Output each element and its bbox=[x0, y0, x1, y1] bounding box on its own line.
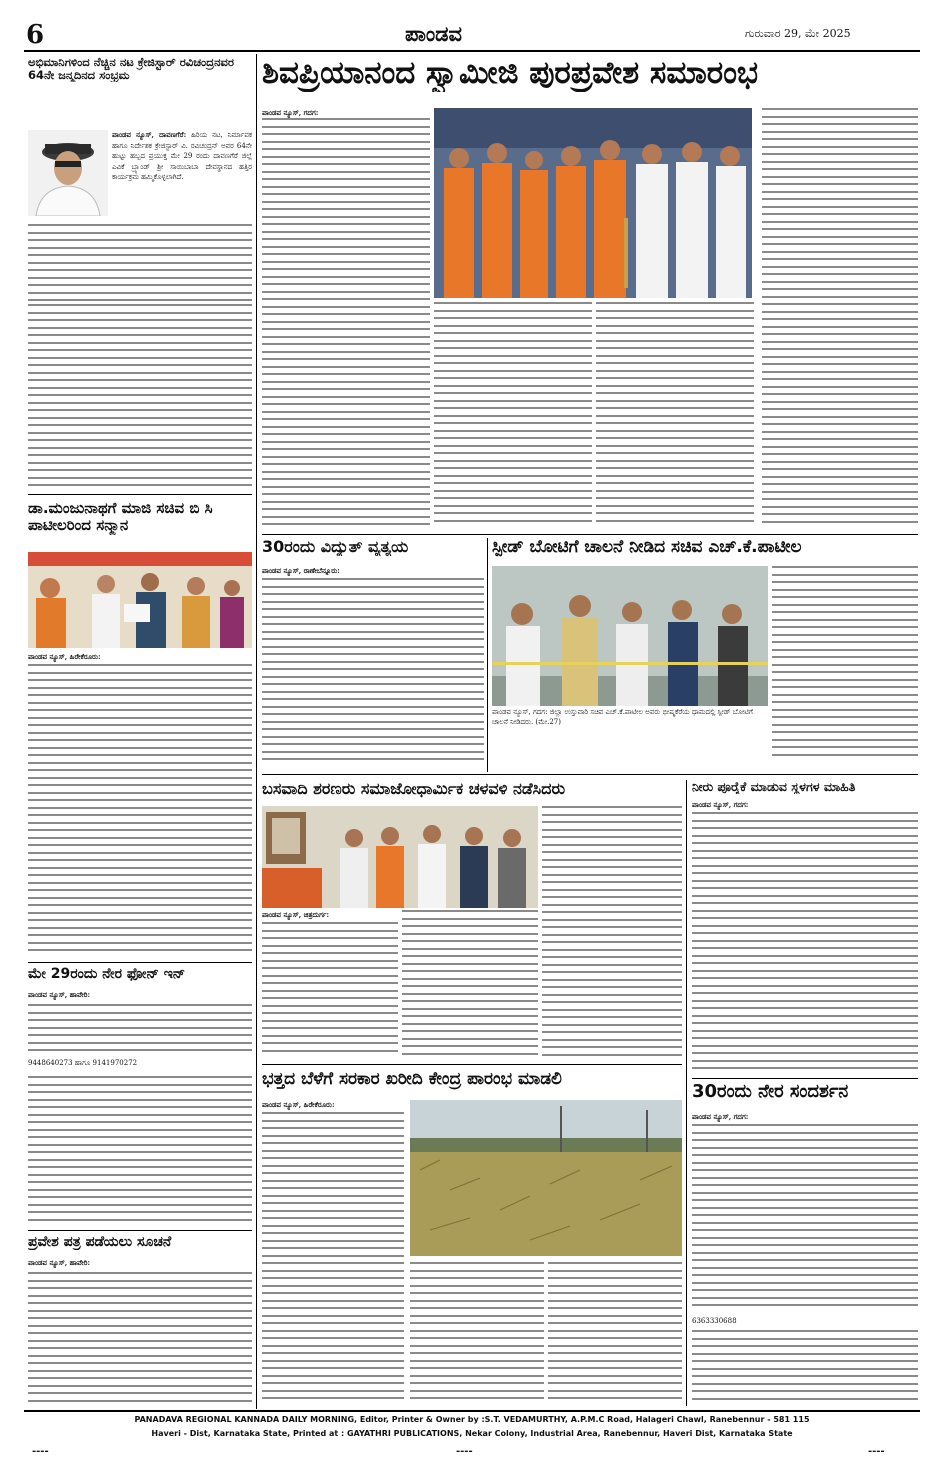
swamiji-body-text-col2 bbox=[434, 302, 592, 528]
article-divider bbox=[692, 1078, 918, 1079]
power-cut-body-text bbox=[262, 578, 484, 768]
power-cut-headline: 30ರಂದು ವಿದ್ಯುತ್ ವ್ಯತ್ಯಯ bbox=[262, 538, 409, 556]
ravichandran-headline: ಅಭಿಮಾನಿಗಳಿಂದ ನೆಚ್ಚಿನ ನಟ ಕ್ರೇಜಿಸ್ಟಾರ್ ರವಿಚಂದ್ರನವರ 64ನೇ ಜನ್ಮದಿನದ ಸಂಭ್ರಮ bbox=[28, 56, 234, 83]
column-divider bbox=[686, 780, 687, 1406]
phone-in-dateline: ಪಾಂಡವ ನ್ಯೂಸ್, ಹಾವೇರಿ: bbox=[28, 990, 91, 999]
paddy-body-text-col1 bbox=[262, 1112, 404, 1406]
imprint-line-2: Haveri - Dist, Karnataka State, Printed at : GAYATHRI PUBLICATIONS, Nekar Colony, Industrial Area, Ranebennur, Haveri Dist, Karnataka State bbox=[151, 1429, 793, 1438]
article-divider bbox=[262, 774, 918, 775]
article-divider bbox=[28, 494, 252, 495]
paddy-field-photo bbox=[410, 1100, 682, 1256]
interview-body-text bbox=[692, 1124, 918, 1314]
speed-boat-photo bbox=[492, 566, 768, 706]
newspaper-name: ಪಾಂಡವ bbox=[405, 22, 463, 46]
manjunath-dateline: ಪಾಂಡವ ನ್ಯೂಸ್, ಹಿರೇಕೆರೂರು: bbox=[28, 652, 101, 661]
page-number: 6 bbox=[26, 20, 45, 50]
speed-boat-headline: ಸ್ಪೀಡ್ ಬೋಟಿಗೆ ಚಾಲನೆ ನೀಡಿದ ಸಚಿವ ಎಚ್.ಕೆ.ಪಾಟೀಲ bbox=[492, 538, 802, 557]
footer-mark-right: ---- bbox=[868, 1446, 885, 1457]
swamiji-body-text-col3 bbox=[596, 302, 754, 528]
swamiji-body-text-col4 bbox=[762, 108, 918, 528]
swamiji-dateline: ಪಾಂಡವ ನ್ಯೂಸ್, ಗದಗ: bbox=[262, 108, 319, 117]
basavadi-photo bbox=[262, 806, 538, 908]
phone-in-phone-numbers: 9448640273 ಹಾಗೂ 9141970272 bbox=[28, 1059, 138, 1067]
entrance-body-text bbox=[28, 1272, 252, 1404]
article-divider bbox=[262, 534, 918, 535]
basavadi-body-text-col2 bbox=[402, 910, 538, 1060]
speed-boat-body-text bbox=[772, 566, 918, 766]
manjunath-photo bbox=[28, 552, 252, 648]
swamiji-headline: ಶಿವಪ್ರಿಯಾನಂದ ಸ್ವಾಮೀಜಿ ಪುರಪ್ರವೇಶ ಸಮಾರಂಭ bbox=[262, 56, 759, 91]
manjunath-body-text bbox=[28, 664, 252, 956]
manjunath-headline: ಡಾ.ಮಂಜುನಾಥಗೆ ಮಾಜಿ ಸಚಿವ ಬಿ ಸಿ ಪಾಟೀಲರಿಂದ ಸನ್ಮಾನ bbox=[28, 500, 213, 535]
ravichandran-photo bbox=[28, 130, 108, 216]
paddy-body-text-col2 bbox=[410, 1262, 544, 1406]
footer-rule bbox=[24, 1410, 920, 1412]
masthead-rule bbox=[24, 50, 920, 52]
basavadi-dateline: ಪಾಂಡವ ನ್ಯೂಸ್, ಚಿತ್ರದುರ್ಗ: bbox=[262, 910, 330, 919]
speed-boat-caption: ಪಾಂಡವ ನ್ಯೂಸ್, ಗದಗ: ಜಿಲ್ಲಾ ಉಸ್ತುವಾರಿ ಸಚಿವ ಎಚ್.ಕೆ.ಪಾಟೀಲ ಅವರು ಭೀಷ್ಮಕೆರೆಯ ಧಾಮದಲ್ಲಿ ಸ್ಪೀಡ್ ಬೋಟಿಗೆ ಚಾಲನೆ ನೀಡಿದರು. (ಮೇ.27) bbox=[492, 708, 753, 726]
paddy-headline: ಭತ್ತದ ಬೆಳೆಗೆ ಸರಕಾರ ಖರೀದಿ ಕೇಂದ್ರ ಪಾರಂಭ ಮಾಡಲಿ bbox=[262, 1070, 562, 1089]
ravichandran-body-text bbox=[28, 224, 252, 304]
footer-mark-center: ---- bbox=[456, 1446, 473, 1457]
issue-date: ಗುರುವಾರ 29, ಮೇ 2025 bbox=[745, 27, 851, 40]
interview-body-text-cont bbox=[692, 1330, 918, 1404]
water-dateline: ಪಾಂಡವ ನ್ಯೂಸ್, ಗದಗ: bbox=[692, 800, 749, 809]
phone-in-body-text-cont bbox=[28, 1076, 252, 1224]
water-body-text bbox=[692, 812, 918, 1074]
phone-in-body-text bbox=[28, 1004, 252, 1056]
interview-headline: 30ರಂದು ನೇರ ಸಂದರ್ಶನ bbox=[692, 1082, 849, 1102]
water-headline: ನೀರು ಪೂರೈಕೆ ಮಾಡುವ ಸ್ಥಳಗಳ ಮಾಹಿತಿ bbox=[692, 780, 856, 794]
imprint-line-1: PANADAVA REGIONAL KANNADA DAILY MORNING, Editor, Printer & Owner by :S.T. VEDAMURTHY, A.P.M.C Road, Halageri Chawl, Ranebennur - 581 115 bbox=[134, 1415, 810, 1424]
ravichandran-dateline: ಪಾಂಡವ ನ್ಯೂಸ್, ದಾವಣಗೆರೆ: bbox=[112, 130, 187, 139]
basavadi-body-text-col3 bbox=[542, 806, 682, 1060]
phone-in-headline: ಮೇ 29ರಂದು ನೇರ ಫೋನ್ ಇನ್ bbox=[28, 966, 186, 982]
swamiji-body-text-col1 bbox=[262, 118, 430, 530]
article-divider bbox=[28, 1230, 252, 1231]
power-cut-dateline: ಪಾಂಡವ ನ್ಯೂಸ್, ರಾಣೇಬೆನ್ನೂರು: bbox=[262, 566, 340, 575]
ravichandran-body-text-cont bbox=[28, 304, 252, 488]
entrance-headline: ಪ್ರವೇಶ ಪತ್ರ ಪಡೆಯಲು ಸೂಚನೆ bbox=[28, 1234, 172, 1250]
footer-mark-left: ---- bbox=[32, 1446, 49, 1457]
basavadi-headline: ಬಸವಾದಿ ಶರಣರು ಸಮಾಜೋಧಾರ್ಮಿಕ ಚಳವಳಿ ನಡೆಸಿದರು bbox=[262, 780, 566, 798]
article-divider bbox=[28, 962, 252, 963]
basavadi-body-text-col1 bbox=[262, 922, 398, 1060]
swamiji-photo bbox=[434, 108, 752, 298]
column-divider bbox=[256, 54, 257, 1409]
paddy-dateline: ಪಾಂಡವ ನ್ಯೂಸ್, ಹಿರೇಕೆರೂರು: bbox=[262, 1100, 335, 1109]
interview-phone: 6363330688 bbox=[692, 1317, 737, 1325]
ravichandran-lead: ಹಿರಿಯ ನಟ, ನಿರ್ಮಾಪಕ ಹಾಗೂ ನಿರ್ದೇಶಕ ಕ್ರೇಜಿಸ್ಟಾರ್ ವಿ. ರವಿಚಂದ್ರನ್ ಅವರ 64ನೇ ಹುಟ್ಟು ಹಬ್ಬದ ಪ್ರಯುಕ್ತ ಮೇ 29 ರಂದು ದಾವಣಗೆರೆ ಜಿಲ್ಲೆ ಎವಿಕೆ ಬ್ರ್ಯಾಂಡ್ ಶ್ರೀ ಸಾಯಿಬಾಬಾ ದೇವಸ್ಥಾನದ ಹತ್ತಿರ ಕಾರ್ಯಕ್ರಮ ಹಮ್ಮಿಕೊಳ್ಳಲಾಗಿದೆ. bbox=[112, 131, 252, 181]
paddy-body-text-col3 bbox=[548, 1262, 682, 1406]
article-divider bbox=[262, 1064, 682, 1065]
entrance-dateline: ಪಾಂಡವ ನ್ಯೂಸ್, ಹಾವೇರಿ: bbox=[28, 1258, 91, 1267]
interview-dateline: ಪಾಂಡವ ನ್ಯೂಸ್, ಗದಗ: bbox=[692, 1112, 749, 1121]
column-divider bbox=[487, 538, 488, 772]
